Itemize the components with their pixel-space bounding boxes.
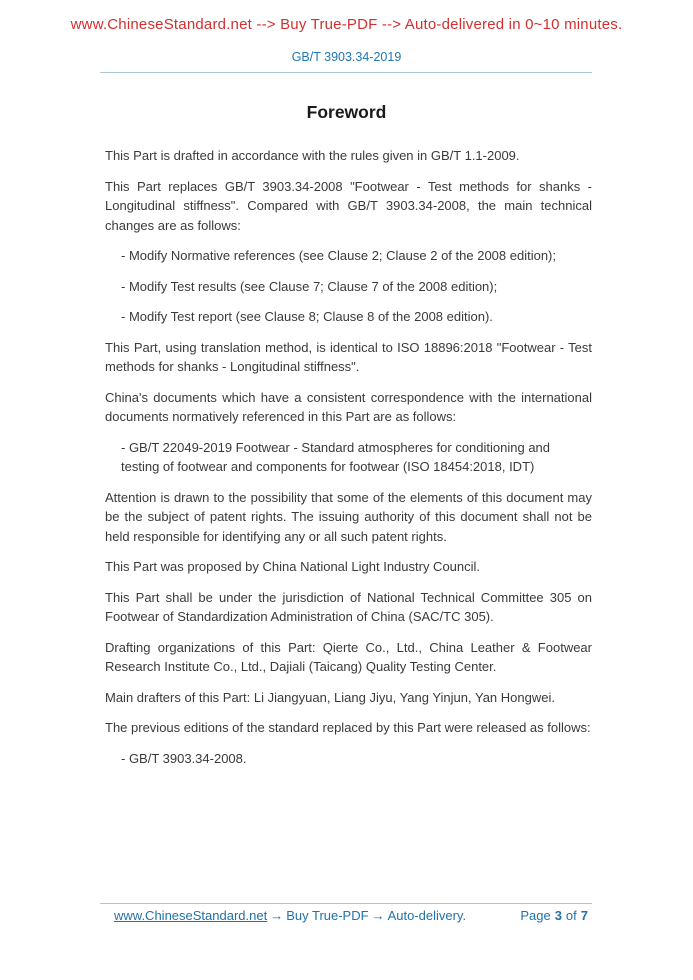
paragraph: This Part is drafted in accordance with the rules given in GB/T 1.1-2009. (105, 148, 520, 163)
footer-divider (100, 903, 592, 904)
paragraph: Main drafters of this Part: Li Jiangyuan, Liang Jiyu, Yang Yinjun, Yan Hongwei. (105, 689, 555, 705)
right-arrow-icon: → (371, 908, 385, 923)
footer-site-link[interactable]: www.ChineseStandard.net (114, 908, 268, 923)
paragraph: The previous editions of the standard replaced by this Part were released as follows: (105, 720, 591, 735)
paragraph: Drafting organizations of this Part: Qierte Co., Ltd., China Leather & Footwear Research Institute Co., Ltd., Dajiali (Taicang) Quality Testing Center. (105, 639, 592, 674)
promo-banner: www.ChineseStandard.net --> Buy True-PDF --> Auto-delivered in 0~10 minutes. (70, 16, 623, 33)
right-arrow-icon: → (270, 908, 284, 923)
list-item: - Modify Test report (see Clause 8; Clause 8 of the 2008 edition). (121, 309, 493, 324)
footer-buy-text: Buy True-PDF (286, 908, 369, 923)
paragraph: China's documents which have a consistent correspondence with the international documents normatively referenced in this Part are as follows: (105, 389, 592, 424)
page-of-label: of (565, 908, 577, 923)
paragraph: This Part shall be under the jurisdiction of National Technical Committee 305 on Footwear of Standardization Administration of China (SAC/TC 305). (105, 589, 592, 624)
page-footer (100, 908, 592, 923)
standard-number: GB/T 3903.34-2019 (291, 50, 402, 64)
page-title: Foreword (306, 102, 387, 122)
paragraph: This Part replaces GB/T 3903.34-2008 "Footwear - Test methods for shanks - Longitudinal stiffness". Compared with GB/T 3903.34-2008, the main technical changes are as follows: (105, 178, 592, 233)
list-item: - Modify Normative references (see Clause 2; Clause 2 of the 2008 edition); (121, 248, 556, 263)
list-item: - GB/T 22049-2019 Footwear - Standard atmospheres for conditioning and testing of footwear and components for footwear (ISO 18454:2018, IDT) (121, 439, 551, 474)
document-body (105, 146, 592, 779)
page-current: 3 (554, 908, 562, 923)
page-total: 7 (580, 908, 588, 923)
paragraph: Attention is drawn to the possibility that some of the elements of this document may be the subject of patent rights. The issuing authority of this document shall not be held responsible for identifying any or all such patent rights. (105, 489, 592, 544)
list-item: - GB/T 3903.34-2008. (121, 750, 247, 766)
paragraph: This Part, using translation method, is identical to ISO 18896:2018 "Footwear - Test methods for shanks - Longitudinal stiffness". (105, 339, 592, 374)
header-divider (100, 72, 592, 73)
list-item: - Modify Test results (see Clause 7; Clause 7 of the 2008 edition); (121, 278, 498, 294)
page-indicator (518, 908, 592, 923)
page-label: Page (520, 908, 551, 923)
footer-delivery-text: Auto-delivery. (387, 908, 467, 923)
paragraph: This Part was proposed by China National Light Industry Council. (105, 559, 481, 574)
footer-promo (100, 908, 466, 923)
